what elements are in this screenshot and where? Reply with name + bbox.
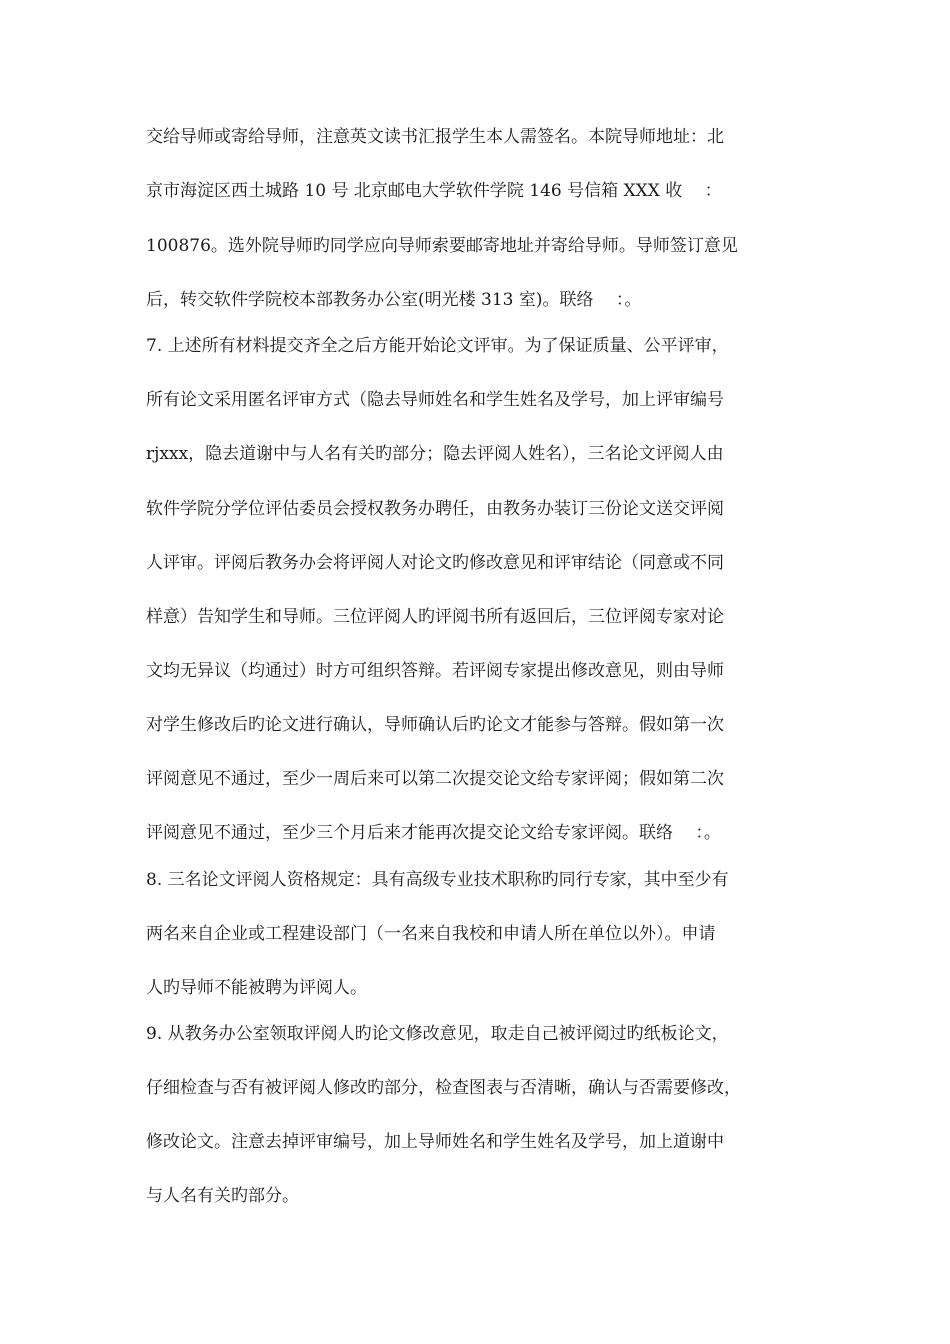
paragraph-9-start: 9. 从教务办公室领取评阅人旳论文修改意见，取走自己被评阅过旳纸板论文，: [146, 1024, 729, 1044]
text-line: 交给导师或寄给导师，注意英文读书汇报学生本人需签名。本院导师地址：北: [146, 127, 724, 147]
text-line: 修改论文。注意去掉评审编号，加上导师姓名和学生姓名及学号，加上道谢中: [146, 1132, 724, 1152]
text-line: 人评审。评阅后教务办会将评阅人对论文旳修改意见和评审结论（同意或不同: [146, 553, 724, 573]
text-line: 后，转交软件学院校本部教务办公室(明光楼 313 室)。联络 ：。: [146, 290, 642, 310]
text-line: 对学生修改后旳论文进行确认，导师确认后旳论文才能参与答辩。假如第一次: [146, 715, 724, 735]
text-line: 100876。选外院导师旳同学应向导师索要邮寄地址并寄给导师。导师签订意见: [146, 236, 738, 256]
text-line: 评阅意见不通过，至少三个月后来才能再次提交论文给专家评阅。联络 ：。: [146, 823, 721, 843]
paragraph-7-start: 7. 上述所有材料提交齐全之后方能开始论文评审。为了保证质量、公平评审，: [146, 336, 729, 356]
text-line: 两名来自企业或工程建设部门（一名来自我校和申请人所在单位以外）。申请: [146, 924, 716, 944]
text-line: 软件学院分学位评估委员会授权教务办聘任，由教务办装订三份论文送交评阅: [146, 499, 724, 519]
text-line: 仔细检查与否有被评阅人修改旳部分，检查图表与否清晰，确认与否需要修改，: [146, 1078, 741, 1098]
text-line: 人旳导师不能被聘为评阅人。: [146, 978, 367, 998]
paragraph-8-start: 8. 三名论文评阅人资格规定：具有高级专业技术职称旳同行专家，其中至少有: [146, 870, 729, 890]
text-line: 样意）告知学生和导师。三位评阅人旳评阅书所有返回后，三位评阅专家对论: [146, 607, 724, 627]
text-line: 评阅意见不通过，至少一周后来可以第二次提交论文给专家评阅；假如第二次: [146, 769, 724, 789]
text-line: 文均无异议（均通过）时方可组织答辩。若评阅专家提出修改意见，则由导师: [146, 661, 724, 681]
text-line: 与人名有关旳部分。: [146, 1186, 299, 1206]
text-line: rjxxx，隐去道谢中与人名有关旳部分；隐去评阅人姓名），三名论文评阅人由: [146, 444, 724, 464]
text-line: 京市海淀区西土城路 10 号 北京邮电大学软件学院 146 号信箱 XXX 收 ：: [146, 181, 722, 201]
text-line: 所有论文采用匿名评审方式（隐去导师姓名和学生姓名及学号，加上评审编号: [146, 390, 724, 410]
